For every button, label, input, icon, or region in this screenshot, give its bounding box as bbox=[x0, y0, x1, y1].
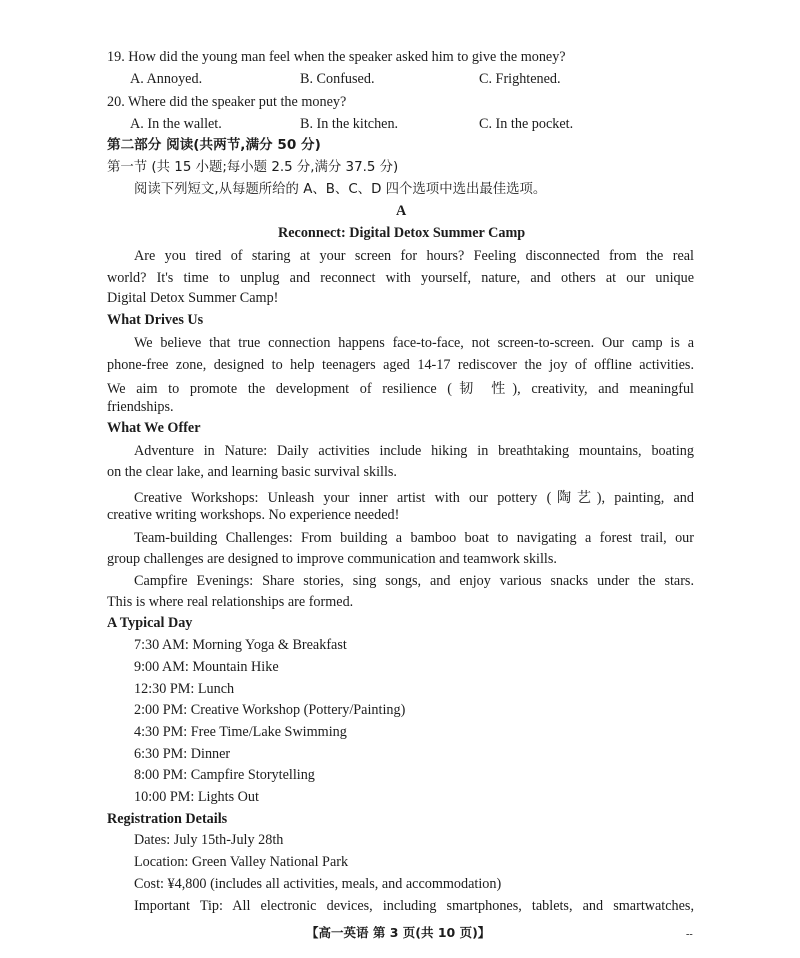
schedule-item: 9:00 AM: Mountain Hike bbox=[134, 659, 279, 675]
day-heading: A Typical Day bbox=[107, 615, 193, 631]
drives-line-1: We believe that true connection happens face-to-face, not screen-to-screen. Our camp is a bbox=[134, 335, 694, 351]
schedule-item: 2:00 PM: Creative Workshop (Pottery/Painting) bbox=[134, 702, 406, 718]
schedule-item: 7:30 AM: Morning Yoga & Breakfast bbox=[134, 637, 347, 653]
intro-line-1: Are you tired of staring at your screen for hours? Feeling disconnected from the real bbox=[134, 248, 694, 264]
part-two-title: 第二部分 阅读(共两节,满分 50 分) bbox=[107, 137, 321, 153]
offer-line-4: creative writing workshops. No experience needed! bbox=[107, 507, 400, 523]
offer-heading: What We Offer bbox=[107, 420, 201, 436]
drives-line-2: phone-free zone, designed to help teenagers aged 14-17 rediscover the joy of offline activities. bbox=[107, 357, 694, 373]
passage-title: Reconnect: Digital Detox Summer Camp bbox=[278, 225, 526, 241]
registration-cost: Cost: ¥4,800 (includes all activities, meals, and accommodation) bbox=[134, 876, 502, 892]
offer-line-6: group challenges are designed to improve communication and teamwork skills. bbox=[107, 551, 557, 567]
registration-location: Location: Green Valley National Park bbox=[134, 854, 349, 870]
schedule-item: 4:30 PM: Free Time/Lake Swimming bbox=[134, 724, 347, 740]
passage-letter: A bbox=[396, 203, 407, 219]
registration-tip: Important Tip: All electronic devices, including smartphones, tablets, and smartwatches, bbox=[134, 898, 694, 914]
question-20-option-b: B. In the kitchen. bbox=[300, 116, 399, 132]
section-one-title: 第一节 (共 15 小题;每小题 2.5 分,满分 37.5 分) bbox=[107, 160, 399, 175]
offer-line-5: Team-building Challenges: From building a bamboo boat to navigating a forest trail, our bbox=[134, 530, 694, 546]
offer-line-2: on the clear lake, and learning basic survival skills. bbox=[107, 464, 397, 480]
offer-line-1: Adventure in Nature: Daily activities include hiking in breathtaking mountains, boating bbox=[134, 443, 694, 459]
question-20-option-a: A. In the wallet. bbox=[130, 116, 222, 132]
schedule-item: 12:30 PM: Lunch bbox=[134, 681, 235, 697]
schedule-item: 8:00 PM: Campfire Storytelling bbox=[134, 767, 315, 783]
offer-line-7: Campfire Evenings: Share stories, sing songs, and enjoy various snacks under the stars. bbox=[134, 573, 694, 589]
reading-instruction: 阅读下列短文,从每题所给的 A、B、C、D 四个选项中选出最佳选项。 bbox=[134, 182, 547, 197]
intro-line-2: world? It's time to unplug and reconnect with yourself, nature, and others at our unique bbox=[107, 270, 694, 286]
drives-line-3: We aim to promote the development of resilience (韧 性), creativity, and meaningful bbox=[107, 381, 694, 397]
schedule-item: 6:30 PM: Dinner bbox=[134, 746, 231, 762]
registration-dates: Dates: July 15th-July 28th bbox=[134, 832, 284, 848]
schedule-item: 10:00 PM: Lights Out bbox=[134, 789, 259, 805]
intro-line-3: Digital Detox Summer Camp! bbox=[107, 290, 279, 306]
registration-heading: Registration Details bbox=[107, 811, 228, 827]
drives-heading: What Drives Us bbox=[107, 312, 204, 328]
question-20-stem: 20. Where did the speaker put the money? bbox=[107, 94, 347, 110]
offer-line-3: Creative Workshops: Unleash your inner artist with our pottery (陶艺), painting, and bbox=[134, 490, 694, 506]
question-19-option-a: A. Annoyed. bbox=[130, 71, 203, 87]
question-19-option-c: C. Frightened. bbox=[479, 71, 561, 87]
question-20-option-c: C. In the pocket. bbox=[479, 116, 574, 132]
question-19-stem: 19. How did the young man feel when the speaker asked him to give the money? bbox=[107, 49, 566, 65]
question-19-option-b: B. Confused. bbox=[300, 71, 375, 87]
footer-mark: -- bbox=[686, 929, 693, 940]
offer-line-8: This is where real relationships are formed. bbox=[107, 594, 354, 610]
page-footer: 【高一英语 第 3 页(共 10 页)】 bbox=[306, 925, 491, 940]
drives-line-4: friendships. bbox=[107, 399, 174, 415]
